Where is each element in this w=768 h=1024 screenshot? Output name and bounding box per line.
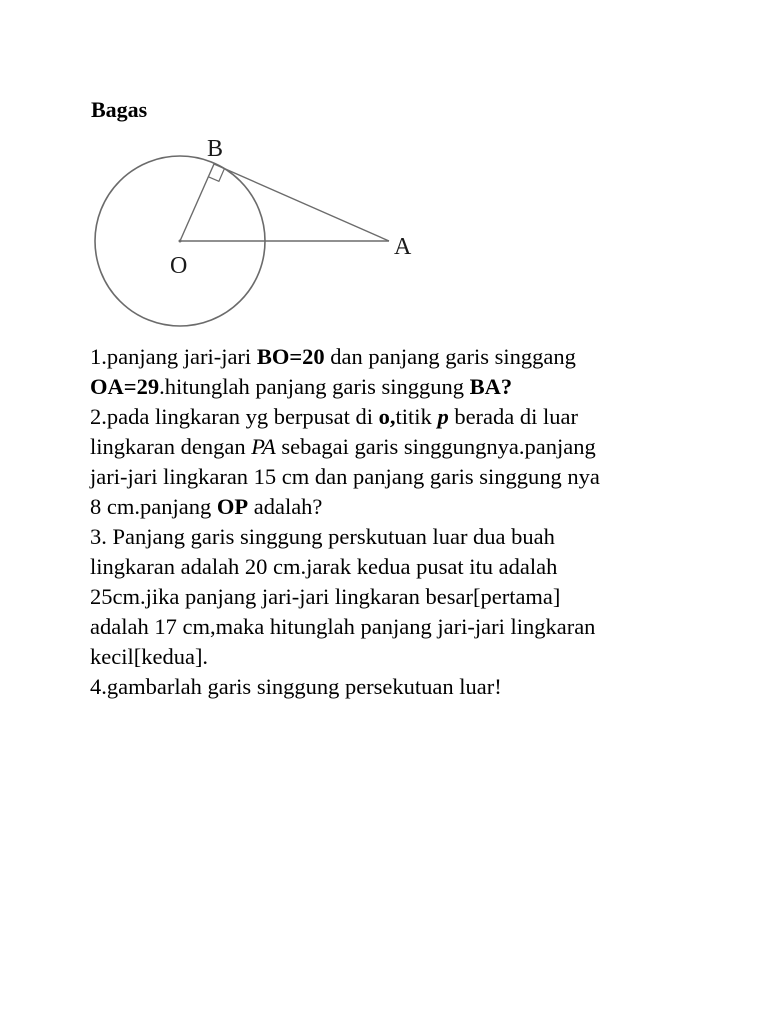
q2-text-5: sebagai garis singgungnya.panjang	[275, 434, 596, 459]
q2-point-p: p	[437, 404, 449, 429]
q2-text-6: 8 cm.panjang	[90, 494, 217, 519]
question-2	[90, 402, 710, 522]
question-4	[90, 672, 710, 702]
question-2-line-4	[90, 492, 710, 522]
radius-line-ob	[180, 164, 214, 241]
question-3-line-3: 25cm.jika panjang jari-jari lingkaran besar[pertama]	[90, 584, 561, 609]
question-3-line-5: kecil[kedua].	[90, 644, 209, 669]
q1-value-oa: OA=29	[90, 374, 160, 399]
q1-text-1: 1.panjang jari-jari	[90, 344, 257, 369]
question-2-line-1	[90, 402, 710, 432]
question-3-line-2: lingkaran adalah 20 cm.jarak kedua pusat itu adalah	[90, 554, 558, 579]
document-title: Bagas	[91, 97, 148, 122]
question-1	[90, 342, 710, 402]
q2-text-3: berada di luar	[448, 404, 578, 429]
q2-segment-op: OP	[216, 494, 249, 519]
q2-text-1: 2.pada lingkaran yg berpusat di	[90, 404, 379, 429]
q2-point-o: o,	[378, 404, 396, 429]
question-3-line-4: adalah 17 cm,maka hitunglah panjang jari-jari lingkaran	[90, 614, 596, 639]
q2-segment-pa: PA	[251, 434, 276, 459]
question-1-line-2	[90, 372, 710, 402]
q2-text-2: titik	[395, 404, 438, 429]
question-2-line-3: jari-jari lingkaran 15 cm dan panjang garis singgung nya	[90, 464, 600, 489]
question-2-line-2	[90, 432, 710, 462]
tangent-diagram	[0, 0, 768, 340]
q1-value-ba: BA?	[469, 374, 513, 399]
q2-text-7: adalah?	[248, 494, 323, 519]
center-point-o	[179, 240, 182, 243]
label-a: A	[394, 234, 412, 260]
question-4-line-1: 4.gambarlah garis singgung persekutuan luar!	[90, 674, 502, 699]
question-3	[90, 522, 710, 672]
q1-text-2: dan panjang garis singgang	[324, 344, 576, 369]
question-list	[90, 342, 710, 702]
question-1-line-1	[90, 342, 710, 372]
q1-value-bo: BO=20	[256, 344, 325, 369]
tangent-line-ba	[214, 164, 389, 241]
question-3-line-1: 3. Panjang garis singgung perskutuan luar dua buah	[90, 524, 555, 549]
label-b: B	[207, 136, 224, 162]
q2-text-4: lingkaran dengan	[90, 434, 252, 459]
label-o: O	[170, 253, 188, 279]
q1-text-3: .hitunglah panjang garis singgung	[159, 374, 470, 399]
